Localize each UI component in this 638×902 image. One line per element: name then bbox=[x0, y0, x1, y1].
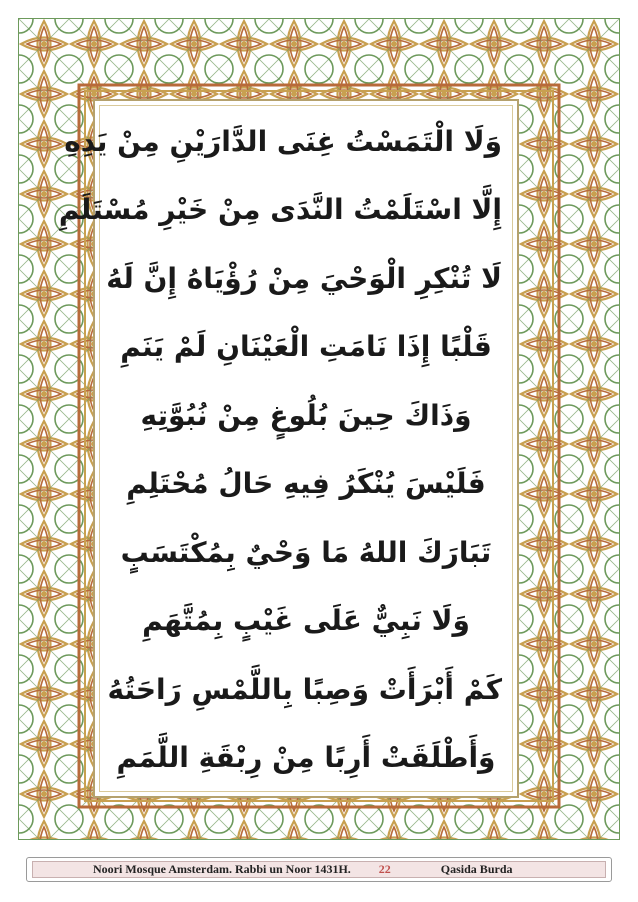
verse-line: تَبَارَكَ اللهُ مَا وَحْيٌ بِمُكْتَسَبٍ bbox=[120, 535, 492, 569]
qasida-verses bbox=[58, 112, 502, 788]
verse-line: إِلَّا اسْتَلَمْتُ النَّدَى مِنْ خَيْرِ مُسْتَلَمِ bbox=[58, 193, 502, 227]
verse-line: وَلَا نَبِيٌّ عَلَى غَيْبٍ بِمُتَّهَمِ bbox=[142, 604, 470, 638]
verse-line: لَا تُنْكِرِ الْوَحْيَ مِنْ رُؤْيَاهُ إِنَّ لَهُ bbox=[106, 261, 502, 295]
page-footer bbox=[26, 857, 612, 882]
verse-line: وَلَا الْتَمَسْتُ غِنَى الدَّارَيْنِ مِنْ يَدِهِ bbox=[64, 125, 502, 158]
verse-line: وَأَطْلَقَتْ أَرِبًا مِنْ رِبْقَةِ اللَّمَمِ bbox=[116, 740, 496, 774]
verse-line: كَمْ أَبْرَأَتْ وَصِبًا بِاللَّمْسِ رَاحَتُهُ bbox=[107, 672, 502, 706]
footer-title: Qasida Burda bbox=[440, 862, 513, 876]
verse-line: وَذَاكَ حِينَ بُلُوغٍ مِنْ نُبُوَّتِهِ bbox=[140, 398, 472, 432]
verse-line: فَلَيْسَ يُنْكَرُ فِيهِ حَالُ مُحْتَلِمِ bbox=[126, 467, 486, 501]
footer-bar bbox=[32, 861, 606, 878]
footer-source: Noori Mosque Amsterdam. Rabbi un Noor 1431H. bbox=[93, 862, 351, 876]
page-number: 22 bbox=[378, 862, 391, 876]
verse-line: قَلْبًا إِذَا نَامَتِ الْعَيْنَانِ لَمْ يَنَمِ bbox=[120, 330, 492, 364]
